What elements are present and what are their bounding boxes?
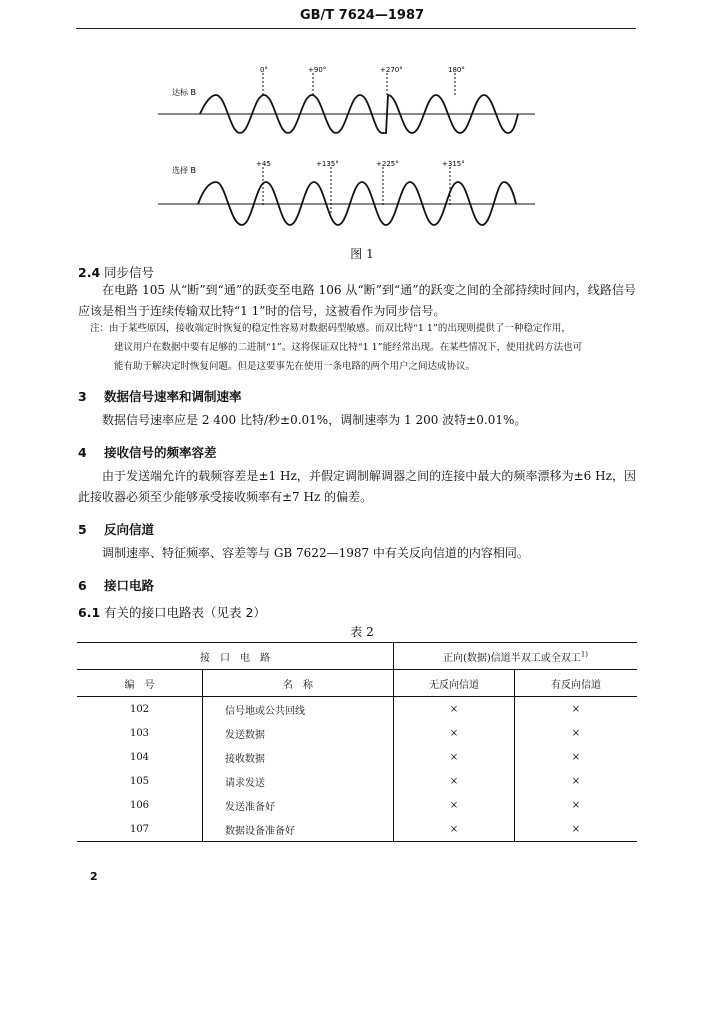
page-header: GB/T 7624—1987 <box>299 8 425 23</box>
section-4-heading: 4 接收信号的频率容差 <box>78 445 217 460</box>
col-header-number: 编 号 <box>77 670 203 697</box>
section-5-title: 反向信道 <box>104 522 155 537</box>
section-3-heading: 3 数据信号速率和调制速率 <box>78 389 242 404</box>
figure-caption: 图 1 <box>350 247 374 261</box>
table-row: 105 请求发送 × × <box>77 769 637 793</box>
row-a-phase-2: +90° <box>308 66 327 74</box>
section-4-paragraph: 由于发送端允许的载频容差是±1 Hz，并假定调制解调器之间的连接中最大的频率漂移为±6 Hz，因此接收器必须至少能够承受接收频率有±7 Hz 的偏差。 <box>78 469 636 504</box>
table-caption: 表 2 <box>350 625 374 639</box>
section-3-title: 数据信号速率和调制速率 <box>104 389 242 404</box>
section-5-paragraph: 调制速率、特征频率、容差等与 GB 7622—1987 中有关反向信道的内容相同。 <box>102 546 529 560</box>
group-header-right: 正向(数据)信道半双工或全双工$^{1)}$ <box>394 643 638 670</box>
section-2-4-paragraph: 在电路 105 从“断”到“通”的跃变至电路 106 从“断”到“通”的跃变之间的全部持续时间内，线路信号应该是相当于连续传输双比特“1 1”时的信号，这被看作为同步信号。 <box>78 283 636 318</box>
section-2-4-heading: 2.4 同步信号 <box>78 265 155 280</box>
table-row: 102 信号地或公共回线 × × <box>77 697 637 722</box>
row-b-phase-4: +315° <box>442 160 465 168</box>
col-header-name: 名 称 <box>203 670 394 697</box>
row-b-phase-2: +135° <box>316 160 339 168</box>
section-4-title: 接收信号的频率容差 <box>104 445 217 460</box>
section-6-heading: 6 接口电路 <box>78 578 155 593</box>
section-5-heading: 5 反向信道 <box>78 522 155 537</box>
col-header-no-reverse: 无反向信道 <box>394 670 515 697</box>
row-a-phase-4: 180° <box>448 66 465 74</box>
row-b-phase-3: +225° <box>376 160 399 168</box>
row-b-markers <box>256 160 465 215</box>
page-number: 2 <box>90 870 98 883</box>
row-a-markers <box>260 66 465 95</box>
header-rule <box>76 28 636 29</box>
row-a-phase-1: 0° <box>260 66 268 74</box>
row-a-phase-3: +270° <box>380 66 403 74</box>
table-row: 107 数据设备准备好 × × <box>77 817 637 842</box>
section-6-1-heading: 6.1 有关的接口电路表（见表 2） <box>78 605 266 620</box>
table-row: 106 发送准备好 × × <box>77 793 637 817</box>
table-row: 104 接收数据 × × <box>77 745 637 769</box>
group-header-left: 接 口 电 路 <box>77 643 394 670</box>
section-2-4-note <box>90 319 636 376</box>
note-line-1: 注：由于某些原因，接收端定时恢复的稳定性容易对数据码型敏感。而双比特“1 1”的出现则提供了一种稳定作用， <box>90 323 571 334</box>
row-b-phase-1: +45 <box>256 160 271 168</box>
section-6-1-title: 有关的接口电路表（见表 2） <box>104 605 266 620</box>
table-row: 103 发送数据 × × <box>77 721 637 745</box>
note-line-2: 建议用户在数据中要有足够的二进制“1”。这将保证双比特“1 1”能经常出现。在某些情况下，使用扰码方法也可 <box>114 342 583 353</box>
interface-circuit-table <box>77 642 637 842</box>
row-b-label: 选择 B <box>172 166 197 175</box>
section-2-4-title: 同步信号 <box>104 265 155 280</box>
col-header-reverse: 有反向信道 <box>515 670 638 697</box>
section-6-title: 接口电路 <box>104 578 155 593</box>
waveform-figure <box>150 55 550 235</box>
row-a-label: 达标 B <box>172 88 197 97</box>
section-3-paragraph: 数据信号速率应是 2 400 比特/秒±0.01%，调制速率为 1 200 波特±0.01%。 <box>102 413 527 427</box>
note-line-3: 能有助于解决定时恢复问题。但是这要事先在使用一条电路的两个用户之间达成协议。 <box>114 361 476 372</box>
